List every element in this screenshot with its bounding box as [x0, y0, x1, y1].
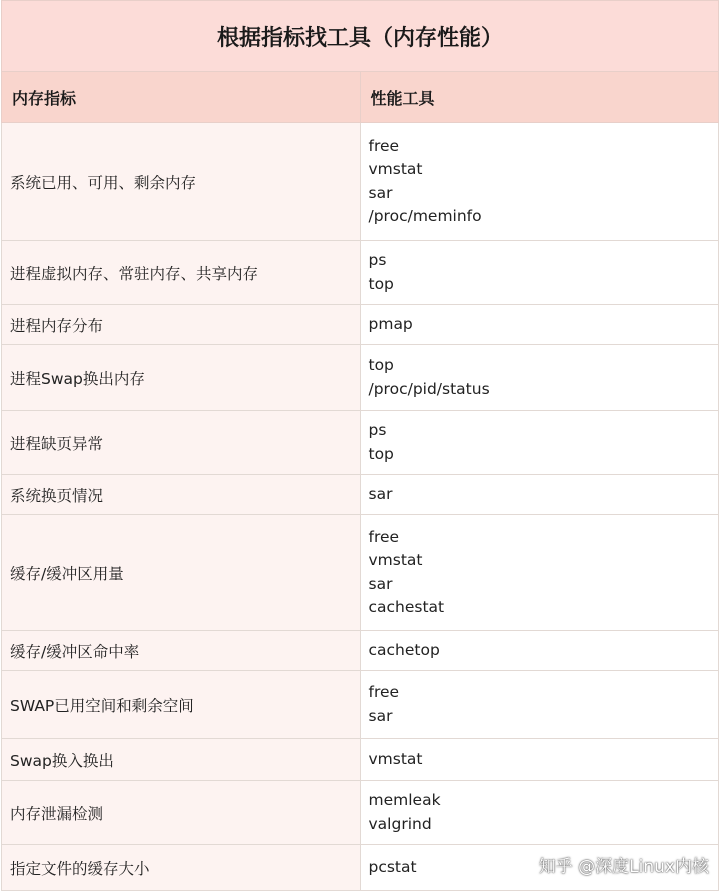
tools-cell	[360, 123, 719, 241]
metric-cell: 内存泄漏检测	[2, 781, 361, 845]
header-row	[2, 72, 719, 123]
tool-name: top	[368, 274, 394, 293]
tool-name: sar	[368, 706, 393, 725]
table-body	[2, 123, 719, 891]
table-title: 根据指标找工具（内存性能）	[2, 1, 719, 72]
tool-name: cachestat	[368, 597, 445, 616]
table-row	[2, 515, 719, 631]
tools-cell	[360, 739, 719, 781]
tools-cell	[360, 241, 719, 305]
metric-cell: 缓存/缓冲区命中率	[2, 631, 361, 671]
table-row	[2, 475, 719, 515]
table-row	[2, 739, 719, 781]
watermark: 知乎 @深度Linux内核	[538, 857, 709, 877]
tool-name: ps	[368, 251, 387, 270]
tool-name: cachetop	[368, 640, 440, 659]
table-row	[2, 305, 719, 345]
tool-name: top	[368, 444, 394, 463]
tool-name: sar	[368, 484, 393, 503]
tools-cell	[360, 475, 719, 515]
tools-cell	[360, 305, 719, 345]
table-row	[2, 671, 719, 739]
tool-name: vmstat	[368, 160, 423, 179]
table-row	[2, 631, 719, 671]
metric-cell: 系统换页情况	[2, 475, 361, 515]
metric-cell: SWAP已用空间和剩余空间	[2, 671, 361, 739]
tool-name: vmstat	[368, 749, 423, 768]
table-row	[2, 411, 719, 475]
tool-name: ps	[368, 421, 387, 440]
table-row	[2, 123, 719, 241]
tool-name: vmstat	[368, 551, 423, 570]
tool-name: sar	[368, 574, 393, 593]
metric-cell: 缓存/缓冲区用量	[2, 515, 361, 631]
table-row	[2, 241, 719, 305]
tools-cell	[360, 411, 719, 475]
tools-cell	[360, 781, 719, 845]
tool-name: sar	[368, 183, 393, 202]
metric-cell: 进程Swap换出内存	[2, 345, 361, 411]
tool-name: memleak	[368, 791, 441, 810]
metric-cell: 系统已用、可用、剩余内存	[2, 123, 361, 241]
tool-name: free	[368, 136, 400, 155]
metric-cell: Swap换入换出	[2, 739, 361, 781]
metric-cell: 进程虚拟内存、常驻内存、共享内存	[2, 241, 361, 305]
metric-cell: 进程缺页异常	[2, 411, 361, 475]
tool-name: /proc/pid/status	[368, 379, 490, 398]
tools-cell	[360, 671, 719, 739]
tool-name: free	[368, 527, 400, 546]
title-row	[2, 1, 719, 72]
memory-tools-table	[1, 0, 719, 891]
metric-cell: 指定文件的缓存大小	[2, 845, 361, 891]
tool-name: free	[368, 683, 400, 702]
tool-name: /proc/meminfo	[368, 206, 482, 225]
table-row	[2, 345, 719, 411]
document	[1, 0, 719, 891]
column-header-tools: 性能工具	[360, 72, 719, 123]
tool-name: pmap	[368, 314, 413, 333]
metric-cell: 进程内存分布	[2, 305, 361, 345]
table-row	[2, 781, 719, 845]
tool-name: pcstat	[368, 857, 417, 876]
column-header-metric: 内存指标	[2, 72, 361, 123]
tool-name: top	[368, 356, 394, 375]
tools-cell	[360, 631, 719, 671]
tools-cell	[360, 515, 719, 631]
tools-cell	[360, 345, 719, 411]
tool-name: valgrind	[368, 814, 432, 833]
